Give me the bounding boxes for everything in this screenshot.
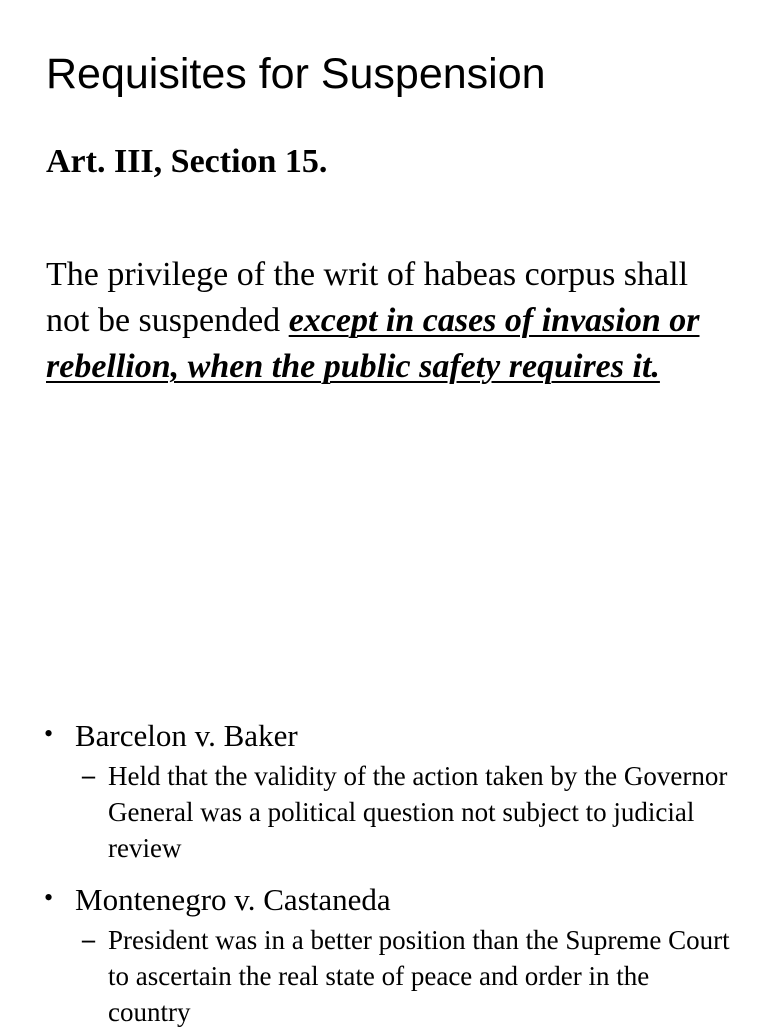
bullet-icon: • bbox=[44, 719, 54, 748]
case-holding bbox=[0, 758, 738, 866]
case-name: Barcelon v. Baker bbox=[75, 718, 298, 753]
holding-text: Held that the validity of the action taken by the Governor General was a political question not subject to judicial review bbox=[108, 761, 728, 863]
case-item-barcelon bbox=[0, 714, 768, 866]
dash-icon: – bbox=[82, 925, 95, 954]
case-list bbox=[0, 714, 768, 1030]
provision-exception-text: except in cases of invasion or rebellion, when the public safety requires it. bbox=[46, 302, 700, 385]
case-holding bbox=[0, 922, 738, 1030]
case-name: Montenegro v. Castaneda bbox=[75, 882, 391, 917]
section-heading: Art. III, Section 15. bbox=[46, 143, 328, 180]
bullet-icon: • bbox=[44, 883, 54, 912]
case-item-montenegro bbox=[0, 878, 768, 1030]
provision-text: The privilege of the writ of habeas corpus shall not be suspended bbox=[46, 256, 689, 339]
constitutional-provision bbox=[46, 252, 736, 390]
slide-title: Requisites for Suspension bbox=[46, 50, 546, 98]
dash-icon: – bbox=[82, 761, 95, 790]
holding-text: President was in a better position than the Supreme Court to ascertain the real state of peace and order in the country bbox=[108, 925, 730, 1027]
